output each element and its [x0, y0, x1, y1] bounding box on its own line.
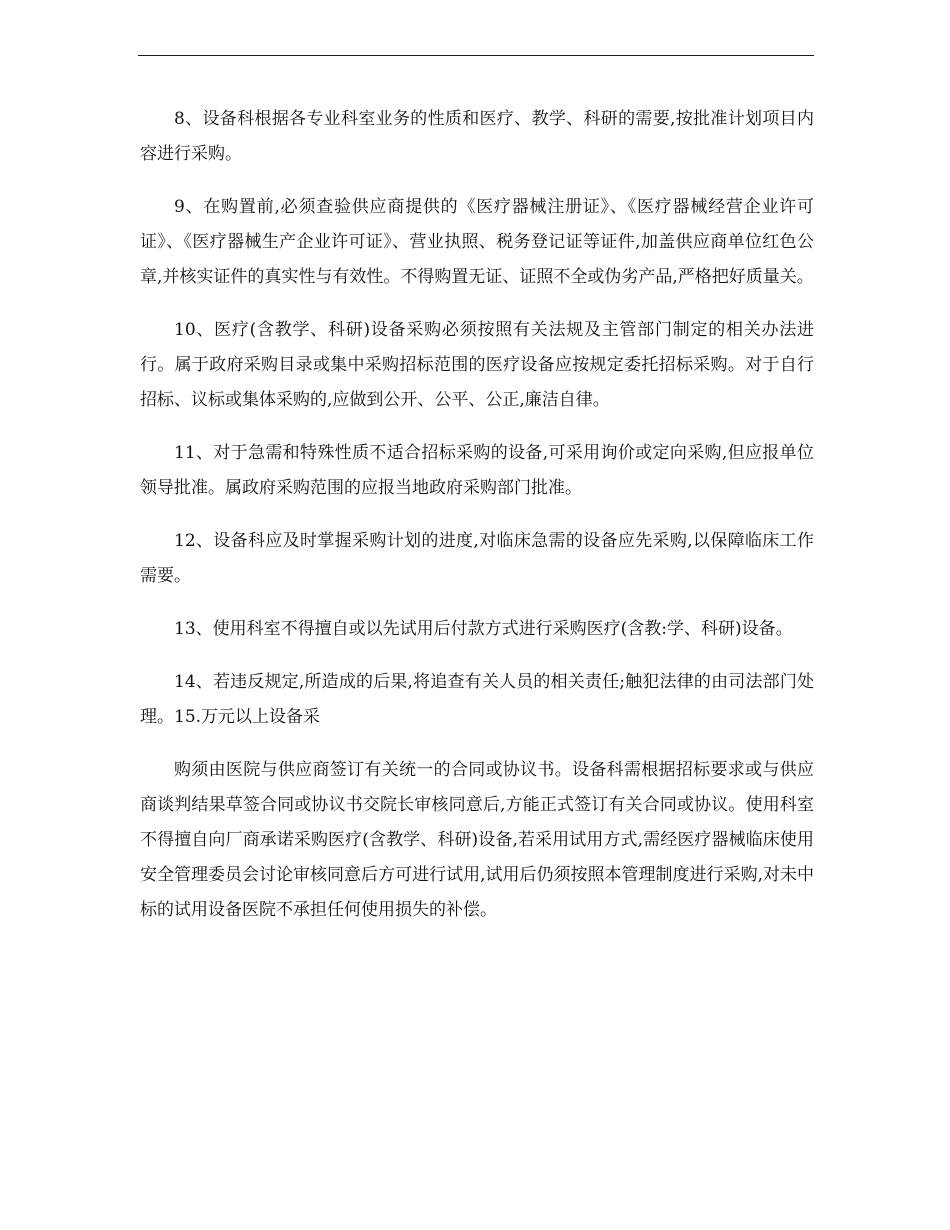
paragraph-item-10: 10、医疗(含教学、科研)设备采购必须按照有关法规及主管部门制定的相关办法进行。属于政府采购目录或集中采购招标范围的医疗设备应按规定委托招标采购。对于自行招标、议标或集体采购的,应做到公开、公平、公正,廉洁自律。: [140, 320, 814, 410]
paragraph-item-11: 11、对于急需和特殊性质不适合招标采购的设备,可采用询价或定向采购,但应报单位领导批准。属政府采购范围的应报当地政府采购部门批准。: [140, 443, 814, 498]
paragraph-item-8: 8、设备科根据各专业科室业务的性质和医疗、教学、科研的需要,按批准计划项目内容进行采购。: [140, 109, 814, 164]
header-rule: [138, 55, 814, 56]
document-body: [140, 102, 814, 946]
paragraph-item-9: 9、在购置前,必须查验供应商提供的《医疗器械注册证》、《医疗器械经营企业许可证》、《医疗器械生产企业许可证》、营业执照、税务登记证等证件,加盖供应商单位红色公章,并核实证件的真实性与有效性。不得购置无证、证照不全或伪劣产品,严格把好质量关。: [140, 197, 814, 287]
paragraph-item-13: 13、使用科室不得擅自或以先试用后付款方式进行采购医疗(含教:学、科研)设备。: [174, 619, 793, 639]
paragraph-continuation: 购须由医院与供应商签订有关统一的合同或协议书。设备科需根据招标要求或与供应商谈判结果草签合同或协议书交院长审核同意后,方能正式签订有关合同或协议。使用科室不得擅自向厂商承诺采购医疗(含教学、科研)设备,若采用试用方式,需经医疗器械临床使用安全管理委员会讨论审核同意后方可进行试用,试用后仍须按照本管理制度进行采购,对未中标的试用设备医院不承担任何使用损失的补偿。: [140, 760, 814, 920]
paragraph-item-12: 12、设备科应及时掌握采购计划的进度,对临床急需的设备应先采购,以保障临床工作需要。: [140, 531, 814, 586]
paragraph-item-14: 14、若违反规定,所造成的后果,将追查有关人员的相关责任;触犯法律的由司法部门处理。15.万元以上设备采: [140, 672, 814, 727]
